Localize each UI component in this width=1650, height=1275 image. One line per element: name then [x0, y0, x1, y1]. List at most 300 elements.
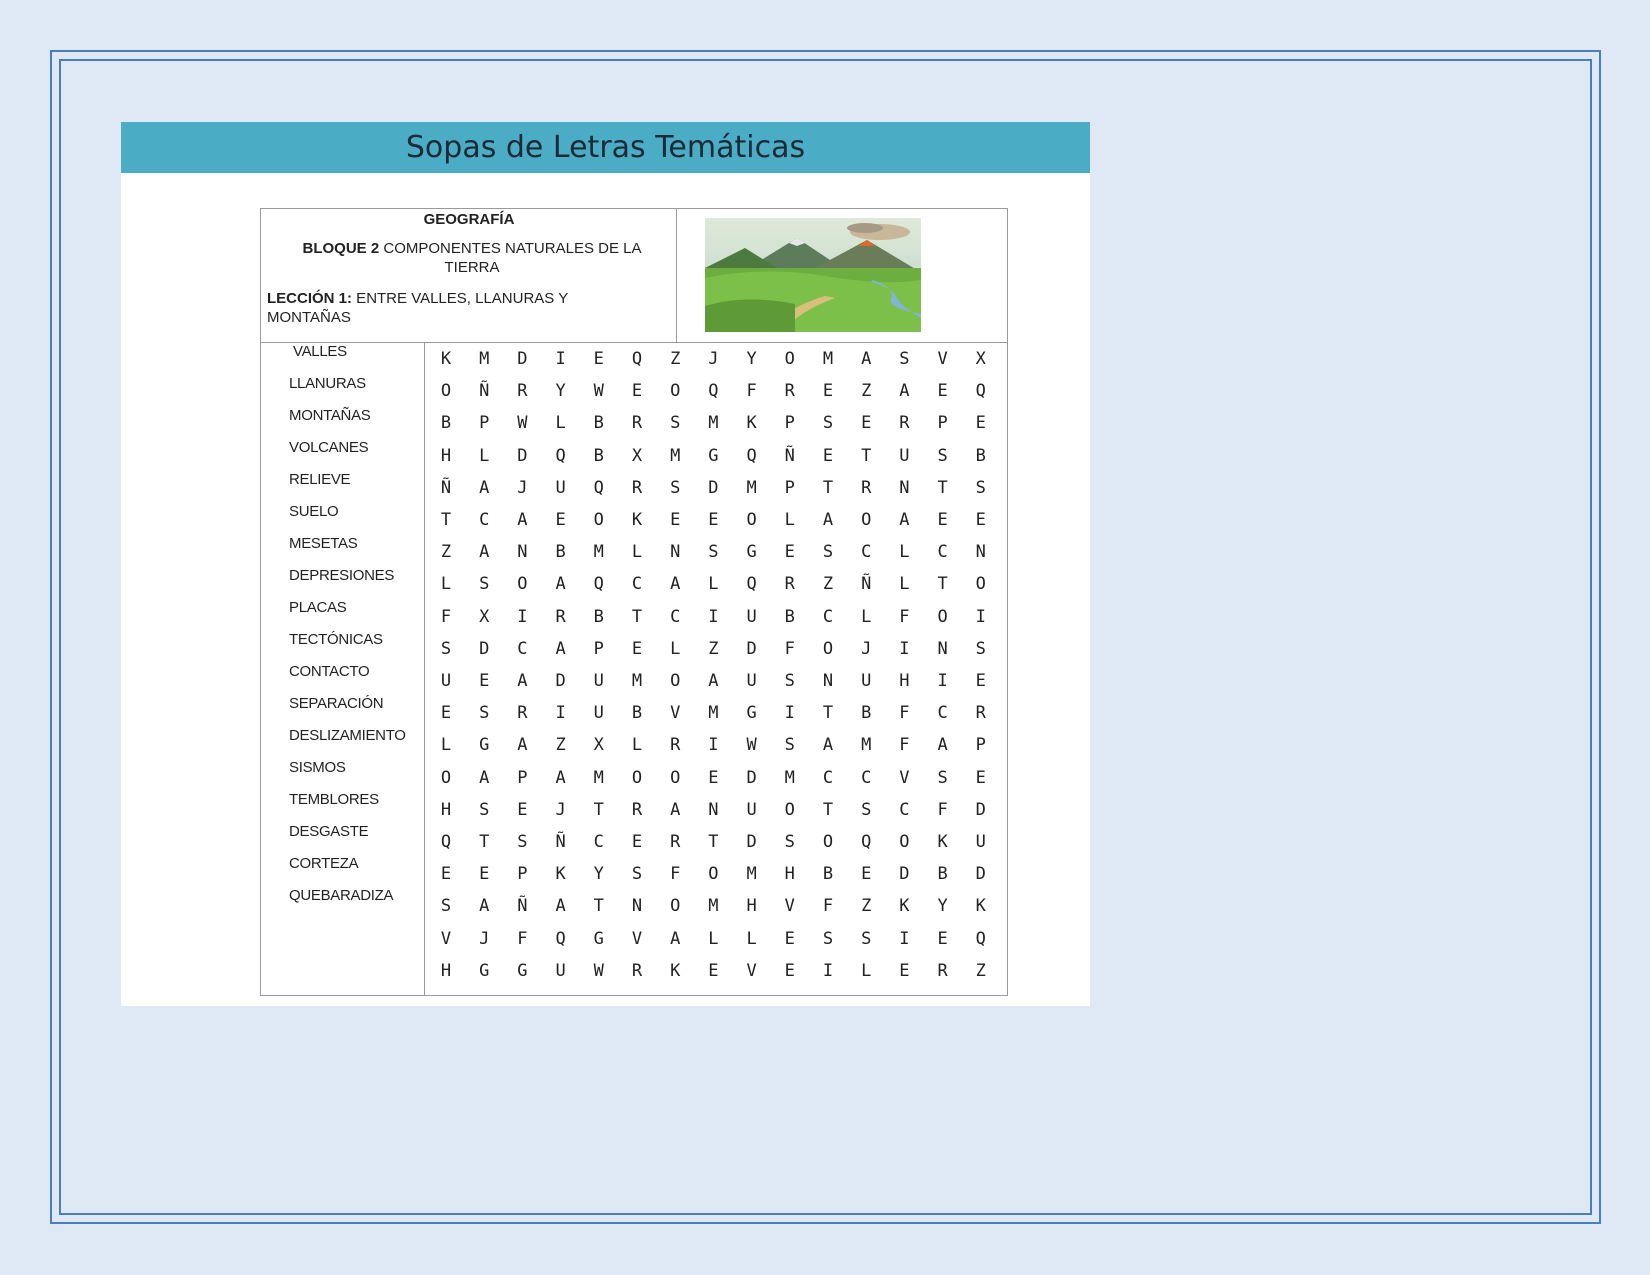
grid-letter: C	[822, 767, 834, 788]
grid-letter: A	[708, 671, 719, 691]
grid-letter: O	[822, 832, 834, 852]
grid-letter: C	[861, 767, 872, 788]
grid-letter: D	[746, 638, 757, 659]
word-list-item: SUELO	[289, 503, 339, 520]
grid-letter: R	[517, 703, 528, 724]
grid-letter: W	[517, 413, 528, 434]
grid-letter: P	[937, 413, 948, 434]
grid-letter: E	[440, 703, 452, 724]
grid-letter: G	[479, 960, 490, 981]
grid-letter: M	[593, 542, 604, 563]
grid-letter: B	[861, 703, 872, 724]
grid-letter: U	[899, 445, 910, 466]
grid-letter: R	[631, 960, 643, 981]
grid-letter: L	[670, 638, 681, 659]
grid-letter: X	[593, 735, 604, 756]
word-list-item: CORTEZA	[289, 855, 359, 872]
grid-letter: C	[593, 832, 604, 852]
grid-letter: M	[708, 896, 719, 917]
grid-letter: E	[784, 960, 795, 981]
grid-letter: E	[555, 510, 566, 530]
grid-letter: Q	[593, 574, 604, 595]
grid-letter: L	[746, 928, 757, 949]
grid-letter: E	[631, 381, 643, 402]
grid-letter: I	[937, 671, 948, 691]
grid-letter: I	[555, 349, 566, 369]
grid-letter: K	[899, 896, 910, 917]
grid-letter: X	[631, 445, 643, 466]
grid-letter: S	[975, 638, 986, 659]
grid-letter: H	[440, 799, 452, 820]
grid-letter: F	[440, 606, 452, 627]
grid-letter: F	[899, 606, 910, 627]
grid-letter: Q	[746, 445, 757, 466]
grid-letter: S	[479, 799, 490, 820]
grid-letter: U	[593, 671, 604, 691]
grid-letter: T	[937, 477, 948, 498]
grid-letter: Q	[861, 832, 872, 852]
bloque-text: COMPONENTES NATURALES DE LA TIERRA	[379, 240, 642, 276]
grid-letter: F	[784, 638, 795, 659]
grid-letter: R	[631, 413, 643, 434]
grid-letter: I	[708, 735, 719, 756]
grid-letter: C	[517, 638, 528, 659]
grid-letter: C	[631, 574, 643, 595]
grid-letter: N	[670, 542, 681, 563]
grid-letter: H	[784, 864, 795, 885]
grid-letter: Ñ	[784, 445, 795, 466]
grid-letter: S	[479, 703, 490, 724]
grid-letter: A	[555, 896, 566, 917]
word-list-item: CONTACTO	[289, 663, 370, 680]
grid-letter: T	[822, 799, 834, 820]
grid-letter: J	[861, 638, 872, 659]
grid-letter: S	[440, 638, 452, 659]
bloque-label: BLOQUE 2	[302, 240, 380, 257]
grid-letter: V	[631, 928, 643, 949]
grid-letter: E	[975, 671, 986, 691]
header-info	[261, 209, 677, 343]
grid-letter: P	[784, 477, 795, 498]
grid-letter: U	[555, 960, 566, 981]
grid-letter: O	[670, 671, 681, 691]
grid-letter: O	[670, 896, 681, 917]
grid-letter: F	[899, 703, 910, 724]
grid-letter: Ñ	[861, 574, 872, 595]
grid-letter: G	[593, 928, 604, 949]
grid-letter: D	[479, 638, 490, 659]
grid-letter: K	[746, 413, 757, 434]
word-search-table	[260, 208, 1008, 996]
grid-letter: L	[899, 542, 910, 563]
grid-letter: Ñ	[440, 477, 452, 498]
grid-letter: O	[440, 381, 452, 402]
grid-letter: Z	[555, 735, 566, 756]
grid-letter: M	[593, 767, 604, 788]
grid-letter: N	[975, 542, 986, 563]
grid-letter: L	[708, 574, 719, 595]
grid-letter: V	[746, 960, 757, 981]
grid-letter: A	[899, 510, 910, 530]
grid-letter: U	[555, 477, 566, 498]
grid-letter: O	[670, 381, 681, 402]
grid-letter: S	[479, 574, 490, 595]
grid-letter: S	[670, 413, 681, 434]
grid-letter: V	[440, 928, 452, 949]
grid-letter: R	[670, 832, 681, 852]
grid-letter: M	[746, 477, 757, 498]
grid-letter: H	[440, 960, 452, 981]
grid-letter: O	[861, 510, 872, 530]
grid-letter: Z	[822, 574, 834, 595]
grid-letter: C	[937, 703, 948, 724]
grid-letter: E	[975, 510, 986, 530]
grid-letter: Q	[440, 832, 452, 852]
word-list-item: QUEBARADIZA	[289, 887, 394, 904]
grid-letter: S	[784, 832, 795, 852]
grid-letter: M	[746, 864, 757, 885]
word-list-item: MESETAS	[289, 535, 358, 552]
grid-letter: E	[517, 799, 528, 820]
banner-title: Sopas de Letras Temáticas	[121, 122, 1090, 173]
grid-letter: F	[746, 381, 757, 402]
grid-letter: B	[593, 606, 604, 627]
grid-letter: P	[479, 413, 490, 434]
grid-letter: P	[784, 413, 795, 434]
grid-letter: W	[593, 381, 604, 402]
grid-letter: Q	[975, 381, 986, 402]
grid-letter: E	[937, 928, 948, 949]
grid-letter: L	[631, 735, 643, 756]
leccion-text: ENTRE VALLES, LLANURAS Y MONTAÑAS	[267, 290, 568, 326]
grid-letter: E	[975, 413, 986, 434]
grid-letter: R	[631, 477, 643, 498]
grid-letter: T	[708, 832, 719, 852]
grid-letter: A	[822, 735, 834, 756]
grid-letter: D	[746, 832, 757, 852]
grid-letter: Q	[708, 381, 719, 402]
grid-letter: D	[975, 864, 986, 885]
word-list	[261, 343, 425, 995]
grid-letter: B	[631, 703, 643, 724]
grid-letter: Q	[593, 477, 604, 498]
grid-letter: K	[440, 349, 452, 369]
grid-letter: A	[479, 477, 490, 498]
grid-letter: P	[593, 638, 604, 659]
grid-letter: C	[899, 799, 910, 820]
grid-letter: L	[861, 960, 872, 981]
grid-letter: E	[479, 671, 490, 691]
grid-letter: G	[517, 960, 528, 981]
grid-letter: L	[708, 928, 719, 949]
grid-letter: A	[899, 381, 910, 402]
grid-letter: M	[631, 671, 643, 691]
grid-letter: A	[517, 510, 528, 530]
grid-letter: O	[937, 606, 948, 627]
grid-letter: A	[937, 735, 948, 756]
word-list-item: SEPARACIÓN	[289, 695, 384, 712]
grid-letter: T	[822, 477, 834, 498]
grid-letter: J	[517, 477, 528, 498]
grid-letter: V	[670, 703, 681, 724]
grid-letter: V	[784, 896, 795, 917]
grid-letter: S	[937, 445, 948, 466]
grid-letter: O	[784, 349, 795, 369]
word-list-item: VALLES	[293, 343, 347, 360]
grid-letter: A	[517, 735, 528, 756]
grid-letter: X	[975, 349, 986, 369]
grid-letter: O	[517, 574, 528, 595]
grid-letter: A	[517, 671, 528, 691]
grid-letter: N	[517, 542, 528, 563]
grid-letter: R	[899, 413, 910, 434]
grid-letter: O	[899, 832, 910, 852]
grid-letter: V	[899, 767, 910, 788]
grid-letter: C	[479, 510, 490, 530]
grid-letter: R	[631, 799, 643, 820]
grid-letter: R	[670, 735, 681, 756]
grid-letter: U	[975, 832, 986, 852]
grid-letter: R	[937, 960, 948, 981]
grid-letter: D	[555, 671, 566, 691]
grid-letter: I	[708, 606, 719, 627]
grid-letter: E	[937, 381, 948, 402]
grid-letter: A	[670, 928, 681, 949]
grid-letter: I	[517, 606, 528, 627]
grid-letter: A	[479, 896, 490, 917]
grid-letter: A	[822, 510, 834, 530]
grid-letter: F	[822, 896, 834, 917]
grid-letter: E	[861, 413, 872, 434]
grid-letter: Q	[631, 349, 643, 369]
grid-letter: Ñ	[517, 896, 528, 917]
word-list-item: VOLCANES	[289, 439, 369, 456]
grid-letter: F	[670, 864, 681, 885]
grid-letter: Z	[975, 960, 986, 981]
grid-letter: N	[708, 799, 719, 820]
grid-letter: F	[937, 799, 948, 820]
grid-letter: B	[975, 445, 986, 466]
grid-letter: L	[440, 574, 452, 595]
grid-letter: M	[708, 413, 719, 434]
grid-letter: I	[975, 606, 986, 627]
grid-letter: E	[440, 864, 452, 885]
word-list-item: SISMOS	[289, 759, 346, 776]
grid-letter: E	[822, 445, 834, 466]
grid-letter: S	[822, 542, 834, 563]
grid-letter: M	[708, 703, 719, 724]
grid-letter: S	[975, 477, 986, 498]
grid-letter: J	[708, 349, 719, 369]
grid-letter: V	[937, 349, 948, 369]
grid-letter: L	[631, 542, 643, 563]
grid-letter: A	[670, 574, 681, 595]
grid-letter: D	[708, 477, 719, 498]
grid-letter: N	[822, 671, 834, 691]
grid-letter: B	[555, 542, 566, 563]
grid-letter: A	[555, 574, 566, 595]
grid-letter: S	[631, 864, 643, 885]
grid-letter: Z	[440, 542, 452, 563]
grid-letter: S	[899, 349, 910, 369]
letter-grid	[425, 343, 1007, 995]
grid-letter: Z	[861, 896, 872, 917]
grid-letter: T	[593, 799, 604, 820]
grid-letter: S	[861, 799, 872, 820]
grid-letter: O	[975, 574, 986, 595]
grid-letter: U	[440, 671, 452, 691]
grid-letter: Z	[708, 638, 719, 659]
grid-letter: L	[784, 510, 795, 530]
grid-letter: Q	[746, 574, 757, 595]
grid-letter: I	[822, 960, 834, 981]
grid-letter: Y	[593, 864, 604, 885]
grid-letter: O	[670, 767, 681, 788]
grid-letter: O	[593, 510, 604, 530]
grid-letter: D	[517, 445, 528, 466]
grid-letter: S	[822, 413, 834, 434]
grid-letter: E	[708, 510, 719, 530]
grid-letter: S	[784, 735, 795, 756]
grid-letter: S	[708, 542, 719, 563]
grid-letter: E	[784, 542, 795, 563]
grid-letter: K	[631, 510, 643, 530]
grid-letter: G	[746, 703, 757, 724]
grid-letter: D	[899, 864, 910, 885]
grid-letter: A	[479, 542, 490, 563]
grid-letter: Q	[975, 928, 986, 949]
grid-letter: W	[746, 735, 757, 756]
grid-letter: P	[975, 735, 986, 756]
grid-letter: S	[784, 671, 795, 691]
grid-letter: M	[784, 767, 795, 788]
grid-letter: O	[746, 510, 757, 530]
grid-letter: E	[670, 510, 681, 530]
grid-letter: T	[937, 574, 948, 595]
word-list-item: DEPRESIONES	[289, 567, 395, 584]
word-list-item: MONTAÑAS	[289, 407, 371, 424]
grid-letter: Q	[555, 928, 566, 949]
grid-letter: G	[746, 542, 757, 563]
grid-letter: C	[861, 542, 872, 563]
grid-letter: I	[555, 703, 566, 724]
bloque-line	[287, 239, 657, 277]
grid-letter: T	[440, 510, 452, 530]
word-list-item: LLANURAS	[289, 375, 366, 392]
grid-letter: I	[784, 703, 795, 724]
grid-letter: B	[593, 445, 604, 466]
grid-letter: K	[670, 960, 681, 981]
grid-letter: K	[555, 864, 566, 885]
grid-letter: E	[631, 832, 643, 852]
grid-letter: N	[899, 477, 910, 498]
grid-letter: S	[670, 477, 681, 498]
word-list-item: RELIEVE	[289, 471, 351, 488]
grid-letter: L	[555, 413, 566, 434]
grid-letter: E	[822, 381, 834, 402]
grid-letter: J	[479, 928, 490, 949]
word-list-item: TECTÓNICAS	[289, 631, 383, 648]
grid-letter: T	[479, 832, 490, 852]
leccion-label: LECCIÓN 1:	[267, 290, 353, 307]
word-list-item: PLACAS	[289, 599, 347, 616]
grid-letter: S	[440, 896, 452, 917]
grid-letter: X	[479, 606, 490, 627]
grid-letter: O	[822, 638, 834, 659]
grid-letter: E	[937, 510, 948, 530]
grid-letter: P	[517, 864, 528, 885]
grid-letter: R	[861, 477, 872, 498]
grid-letter: B	[937, 864, 948, 885]
grid-letter: T	[593, 896, 604, 917]
grid-letter: C	[937, 542, 948, 563]
grid-letter: U	[861, 671, 872, 691]
grid-letter: Q	[555, 445, 566, 466]
grid-letter: N	[937, 638, 948, 659]
grid-letter: L	[899, 574, 910, 595]
leccion-line	[267, 289, 627, 327]
grid-letter: A	[555, 767, 566, 788]
grid-letter: O	[440, 767, 452, 788]
grid-letter: B	[593, 413, 604, 434]
grid-letter: E	[899, 960, 910, 981]
grid-letter: S	[937, 767, 948, 788]
grid-letter: B	[440, 413, 452, 434]
header-image-cell	[677, 209, 1007, 343]
grid-letter: I	[899, 928, 910, 949]
grid-letter: Y	[746, 349, 757, 369]
grid-letter: L	[440, 735, 452, 756]
grid-letter: U	[593, 703, 604, 724]
grid-letter: O	[708, 864, 719, 885]
worksheet-image	[121, 122, 1090, 1006]
grid-letter: N	[631, 896, 643, 917]
grid-letter: Z	[670, 349, 681, 369]
grid-letter: D	[975, 799, 986, 820]
grid-letter: A	[670, 799, 681, 820]
grid-letter: S	[861, 928, 872, 949]
grid-letter: T	[861, 445, 872, 466]
grid-letter: K	[937, 832, 948, 852]
grid-letter: H	[440, 445, 452, 466]
grid-letter: R	[784, 574, 795, 595]
grid-letter: L	[479, 445, 490, 466]
grid-letter: S	[517, 832, 528, 852]
grid-letter: Ñ	[555, 832, 566, 852]
grid-letter: O	[631, 767, 643, 788]
subject-title: GEOGRAFÍA	[423, 211, 515, 228]
grid-letter: M	[670, 445, 681, 466]
grid-letter: P	[517, 767, 528, 788]
grid-letter: Y	[555, 381, 566, 402]
grid-letter: U	[746, 671, 757, 691]
grid-letter: U	[746, 606, 757, 627]
grid-letter: M	[822, 349, 834, 369]
grid-letter: Z	[861, 381, 872, 402]
grid-letter: R	[975, 703, 986, 724]
grid-letter: C	[670, 606, 681, 627]
grid-letter: W	[593, 960, 604, 981]
grid-letter: E	[631, 638, 643, 659]
grid-letter: D	[517, 349, 528, 369]
grid-letter: E	[708, 767, 719, 788]
grid-letter: F	[517, 928, 528, 949]
grid-letter: M	[479, 349, 490, 369]
grid-letter: E	[708, 960, 719, 981]
grid-letter: G	[479, 735, 490, 756]
grid-letter: R	[517, 381, 528, 402]
grid-letter: J	[555, 799, 566, 820]
